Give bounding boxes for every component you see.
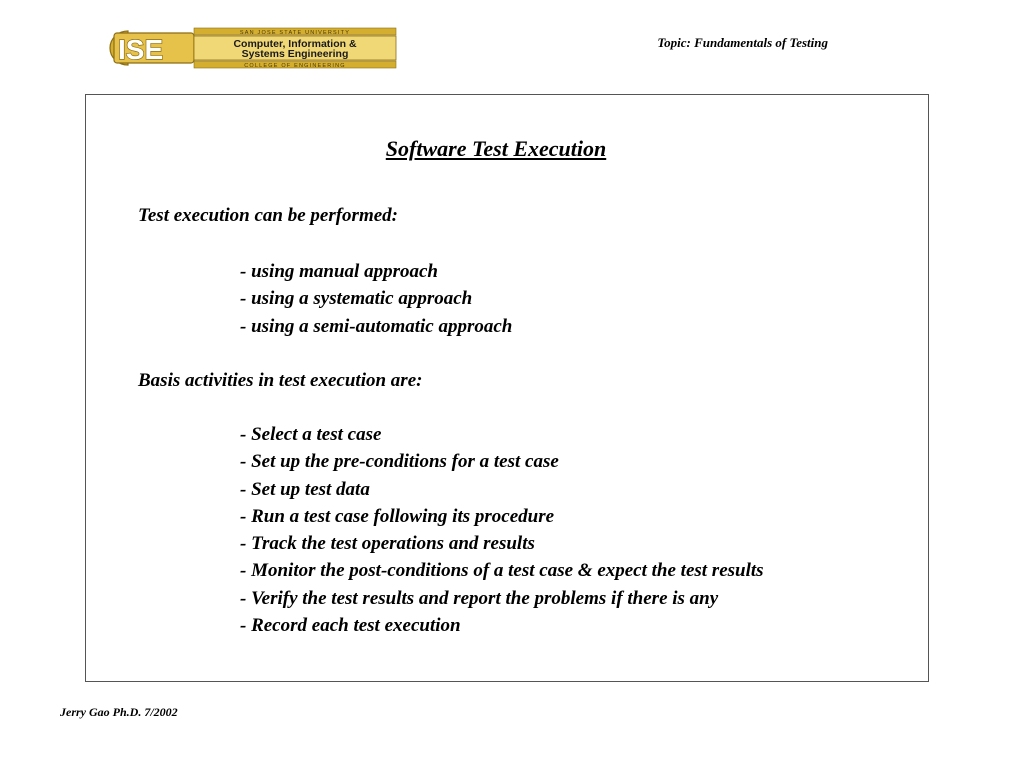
logo-mark: ISE [118,34,164,65]
list-item: - Set up the pre-conditions for a test case [240,451,559,473]
cise-logo-graphic [88,27,398,69]
list-item: - using a semi-automatic approach [240,315,513,337]
section1-list [240,258,512,340]
logo-bottom-band-text: COLLEGE OF ENGINEERING [244,63,346,69]
list-item: - Verify the test results and report the problems if there is any [240,587,719,609]
list-item: - Monitor the post-conditions of a test case & expect the test results [240,560,764,582]
slide-content-frame [85,94,929,682]
logo-top-band-text: SAN JOSE STATE UNIVERSITY [239,30,351,36]
slide-title: Software Test Execution [385,136,607,161]
list-item: - Set up test data [240,478,370,500]
list-item: - Track the test operations and results [240,533,535,555]
list-item: - Run a test case following its procedure [240,505,555,527]
section1-intro: Test execution can be performed: [138,205,398,226]
footer-author: Jerry Gao Ph.D. 7/2002 [60,705,178,719]
cise-logo [88,27,398,69]
logo-name-line2: Systems Engineering [241,48,349,60]
list-item: - using a systematic approach [240,288,473,310]
topic-header: Topic: Fundamentals of Testing [657,35,828,50]
list-item: - Record each test execution [240,615,461,637]
list-item: - Select a test case [240,424,382,445]
section2-list [240,421,764,639]
list-item: - using manual approach [240,261,438,282]
logo-name-line1: Computer, Information & [233,38,357,50]
section2-intro: Basis activities in test execution are: [138,370,423,391]
